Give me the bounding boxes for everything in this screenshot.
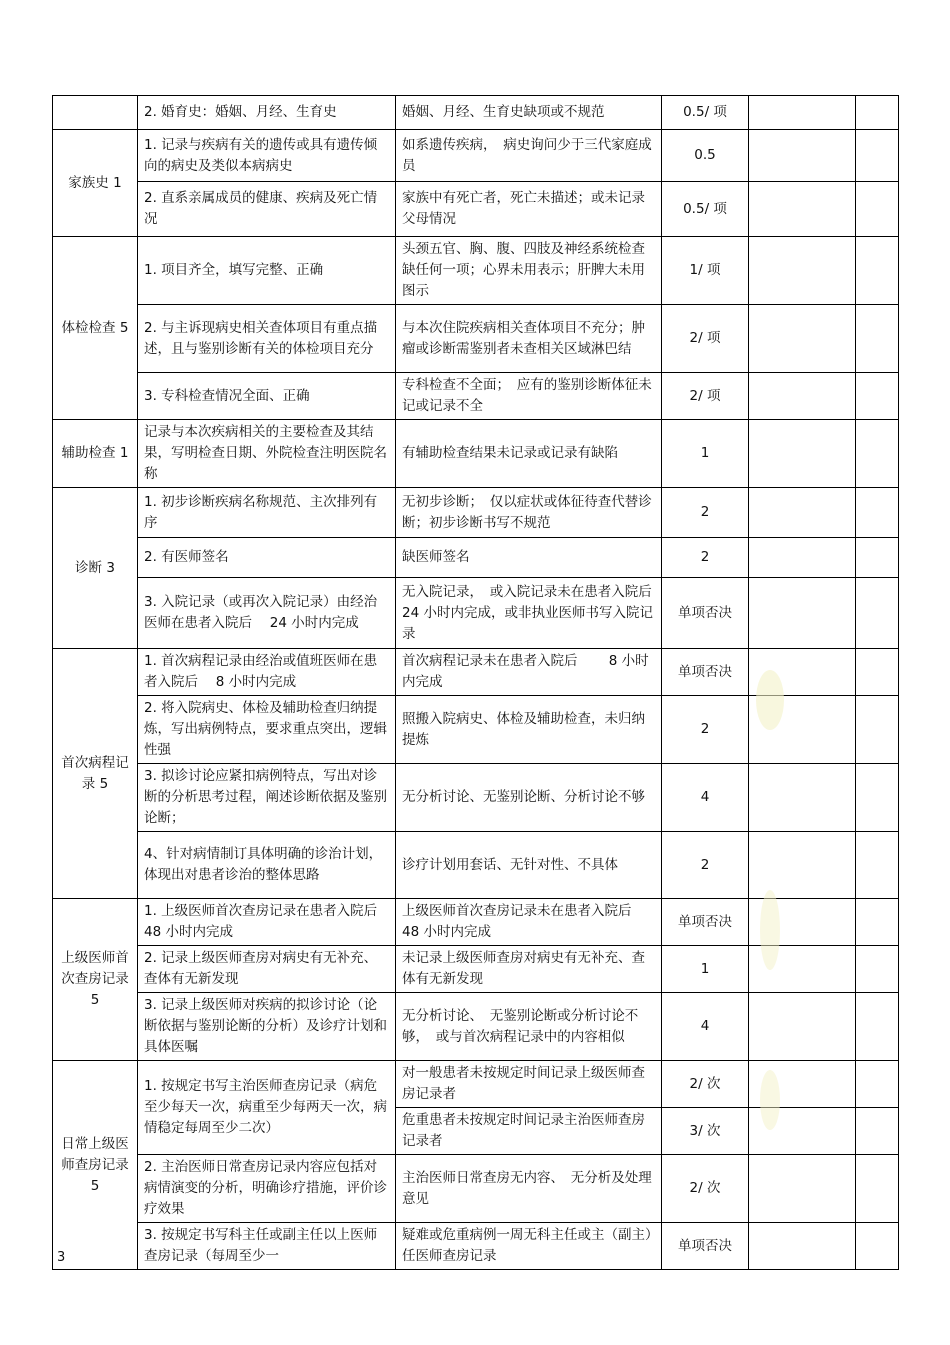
score-cell: 单项否决 xyxy=(662,649,749,696)
deduction-cell: 有辅助检查结果未记录或记录有缺陷 xyxy=(396,420,662,488)
table-row xyxy=(53,696,899,764)
score-cell: 单项否决 xyxy=(662,1223,749,1270)
score-cell: 1/ 项 xyxy=(662,237,749,305)
blank-cell-b xyxy=(856,764,899,832)
table-row xyxy=(53,420,899,488)
score-cell: 2 xyxy=(662,832,749,899)
blank-cell-a xyxy=(749,1155,856,1223)
blank-cell-a xyxy=(749,1061,856,1108)
item-cell: 1. 记录与疾病有关的遗传或具有遗传倾向的病史及类似本病病史 xyxy=(138,130,396,182)
table-row xyxy=(53,832,899,899)
blank-cell-b xyxy=(856,1061,899,1108)
item-cell: 3. 专科检查情况全面、正确 xyxy=(138,373,396,420)
item-cell: 2. 与主诉现病史相关查体项目有重点描述，且与鉴别诊断有关的体检项目充分 xyxy=(138,305,396,373)
score-cell: 2/ 项 xyxy=(662,373,749,420)
category-cell: 上级医师首次查房记录 5 xyxy=(53,899,138,1061)
table-row xyxy=(53,1223,899,1270)
blank-cell-b xyxy=(856,993,899,1061)
deduction-cell: 专科检查不全面； 应有的鉴别诊断体征未记或记录不全 xyxy=(396,373,662,420)
table-row xyxy=(53,899,899,946)
blank-cell-a xyxy=(749,1108,856,1155)
item-cell: 3. 入院记录（或再次入院记录）由经治医师在患者入院后 24 小时内完成 xyxy=(138,578,396,649)
blank-cell-a xyxy=(749,420,856,488)
blank-cell-a xyxy=(749,1223,856,1270)
score-cell: 单项否决 xyxy=(662,899,749,946)
table-row xyxy=(53,764,899,832)
score-cell: 2 xyxy=(662,538,749,578)
item-cell: 1. 上级医师首次查房记录在患者入院后 48 小时内完成 xyxy=(138,899,396,946)
blank-cell-a xyxy=(749,305,856,373)
category-cell: 诊断 3 xyxy=(53,488,138,649)
score-cell: 2 xyxy=(662,488,749,538)
blank-cell-b xyxy=(856,237,899,305)
blank-cell-b xyxy=(856,1108,899,1155)
item-cell: 2. 婚育史：婚姻、月经、生育史 xyxy=(138,96,396,130)
blank-cell-a xyxy=(749,696,856,764)
blank-cell-a xyxy=(749,578,856,649)
blank-cell-a xyxy=(749,538,856,578)
blank-cell-a xyxy=(749,96,856,130)
blank-cell-b xyxy=(856,96,899,130)
category-cell: 辅助检查 1 xyxy=(53,420,138,488)
blank-cell-b xyxy=(856,420,899,488)
score-cell: 2/ 次 xyxy=(662,1061,749,1108)
category-cell xyxy=(53,96,138,130)
item-cell: 2. 有医师签名 xyxy=(138,538,396,578)
item-cell: 1. 首次病程记录由经治或值班医师在患者入院后 8 小时内完成 xyxy=(138,649,396,696)
score-cell: 4 xyxy=(662,993,749,1061)
score-cell: 3/ 次 xyxy=(662,1108,749,1155)
category-cell: 家族史 1 xyxy=(53,130,138,237)
table-row xyxy=(53,182,899,237)
blank-cell-b xyxy=(856,696,899,764)
item-cell: 2. 记录上级医师查房对病史有无补充、查体有无新发现 xyxy=(138,946,396,993)
deduction-cell: 对一般患者未按规定时间记录上级医师查房记录者 xyxy=(396,1061,662,1108)
item-cell: 2. 主治医师日常查房记录内容应包括对病情演变的分析，明确诊疗措施，评价诊疗效果 xyxy=(138,1155,396,1223)
table-row xyxy=(53,96,899,130)
score-cell: 2 xyxy=(662,696,749,764)
deduction-cell: 上级医师首次查房记录未在患者入院后 48 小时内完成 xyxy=(396,899,662,946)
category-cell: 体检检查 5 xyxy=(53,237,138,420)
score-cell: 1 xyxy=(662,946,749,993)
score-cell: 1 xyxy=(662,420,749,488)
deduction-cell: 未记录上级医师查房对病史有无补充、查体有无新发现 xyxy=(396,946,662,993)
blank-cell-b xyxy=(856,538,899,578)
item-cell: 记录与本次疾病相关的主要检查及其结果，写明检查日期、外院检查注明医院名称 xyxy=(138,420,396,488)
table-row xyxy=(53,649,899,696)
blank-cell-b xyxy=(856,832,899,899)
blank-cell-b xyxy=(856,1155,899,1223)
item-cell: 4、针对病情制订具体明确的诊治计划，体现出对患者诊治的整体思路 xyxy=(138,832,396,899)
blank-cell-b xyxy=(856,578,899,649)
blank-cell-a xyxy=(749,488,856,538)
table-body xyxy=(53,96,899,1270)
deduction-cell: 头颈五官、胸、腹、四肢及神经系统检查缺任何一项；心界未用表示；肝脾大未用图示 xyxy=(396,237,662,305)
deduction-cell: 无分析讨论、 无鉴别论断或分析讨论不够， 或与首次病程记录中的内容相似 xyxy=(396,993,662,1061)
table-row xyxy=(53,1061,899,1108)
blank-cell-a xyxy=(749,899,856,946)
item-cell: 3. 拟诊讨论应紧扣病例特点，写出对诊断的分析思考过程，阐述诊断依据及鉴别论断； xyxy=(138,764,396,832)
deduction-cell: 家族中有死亡者，死亡未描述；或未记录父母情况 xyxy=(396,182,662,237)
deduction-cell: 无初步诊断； 仅以症状或体征待查代替诊断；初步诊断书写不规范 xyxy=(396,488,662,538)
blank-cell-b xyxy=(856,1223,899,1270)
deduction-cell: 婚姻、月经、生育史缺项或不规范 xyxy=(396,96,662,130)
blank-cell-a xyxy=(749,373,856,420)
page-number: 3 xyxy=(57,1250,66,1265)
table-row xyxy=(53,488,899,538)
blank-cell-b xyxy=(856,649,899,696)
deduction-cell: 与本次住院疾病相关查体项目不充分；肿瘤或诊断需鉴别者未查相关区域淋巴结 xyxy=(396,305,662,373)
score-cell: 2/ 项 xyxy=(662,305,749,373)
deduction-cell: 首次病程记录未在患者入院后 8 小时内完成 xyxy=(396,649,662,696)
table-row xyxy=(53,538,899,578)
score-cell: 0.5 xyxy=(662,130,749,182)
table-row xyxy=(53,993,899,1061)
deduction-cell: 缺医师签名 xyxy=(396,538,662,578)
blank-cell-b xyxy=(856,182,899,237)
deduction-cell: 照搬入院病史、体检及辅助检查，未归纳提炼 xyxy=(396,696,662,764)
deduction-cell: 无分析讨论、无鉴别论断、分析讨论不够 xyxy=(396,764,662,832)
table-row xyxy=(53,237,899,305)
item-cell: 1. 初步诊断疾病名称规范、主次排列有序 xyxy=(138,488,396,538)
blank-cell-a xyxy=(749,182,856,237)
table-row xyxy=(53,130,899,182)
score-cell: 0.5/ 项 xyxy=(662,96,749,130)
table-row xyxy=(53,305,899,373)
score-cell: 0.5/ 项 xyxy=(662,182,749,237)
blank-cell-a xyxy=(749,649,856,696)
deduction-cell: 无入院记录， 或入院记录未在患者入院后 24 小时内完成，或非执业医师书写入院记录 xyxy=(396,578,662,649)
category-cell: 首次病程记录 5 xyxy=(53,649,138,899)
deduction-cell: 诊疗计划用套话、无针对性、不具体 xyxy=(396,832,662,899)
table-row xyxy=(53,1155,899,1223)
item-cell: 3. 记录上级医师对疾病的拟诊讨论（论断依据与鉴别论断的分析）及诊疗计划和具体医嘱 xyxy=(138,993,396,1061)
blank-cell-a xyxy=(749,832,856,899)
blank-cell-a xyxy=(749,764,856,832)
item-cell: 2. 将入院病史、体检及辅助检查归纳提炼，写出病例特点，要求重点突出，逻辑性强 xyxy=(138,696,396,764)
blank-cell-b xyxy=(856,899,899,946)
blank-cell-a xyxy=(749,237,856,305)
blank-cell-b xyxy=(856,130,899,182)
item-cell: 2. 直系亲属成员的健康、疾病及死亡情况 xyxy=(138,182,396,237)
blank-cell-a xyxy=(749,946,856,993)
deduction-cell: 疑难或危重病例一周无科主任或主（副主）任医师查房记录 xyxy=(396,1223,662,1270)
table-row xyxy=(53,373,899,420)
blank-cell-b xyxy=(856,305,899,373)
table-row xyxy=(53,578,899,649)
blank-cell-a xyxy=(749,130,856,182)
blank-cell-b xyxy=(856,373,899,420)
item-cell: 3. 按规定书写科主任或副主任以上医师查房记录（每周至少一 xyxy=(138,1223,396,1270)
item-cell: 1. 按规定书写主治医师查房记录（病危至少每天一次，病重至少每两天一次，病情稳定每周至少二次） xyxy=(138,1061,396,1155)
scoring-table xyxy=(52,95,899,1270)
deduction-cell: 如系遗传疾病， 病史询问少于三代家庭成员 xyxy=(396,130,662,182)
score-cell: 4 xyxy=(662,764,749,832)
category-cell: 日常上级医师查房记录 5 xyxy=(53,1061,138,1270)
score-cell: 单项否决 xyxy=(662,578,749,649)
deduction-cell: 危重患者未按规定时间记录主治医师查房记录者 xyxy=(396,1108,662,1155)
score-cell: 2/ 次 xyxy=(662,1155,749,1223)
blank-cell-b xyxy=(856,946,899,993)
blank-cell-a xyxy=(749,993,856,1061)
blank-cell-b xyxy=(856,488,899,538)
deduction-cell: 主治医师日常查房无内容、 无分析及处理意见 xyxy=(396,1155,662,1223)
table-row xyxy=(53,946,899,993)
item-cell: 1. 项目齐全，填写完整、正确 xyxy=(138,237,396,305)
